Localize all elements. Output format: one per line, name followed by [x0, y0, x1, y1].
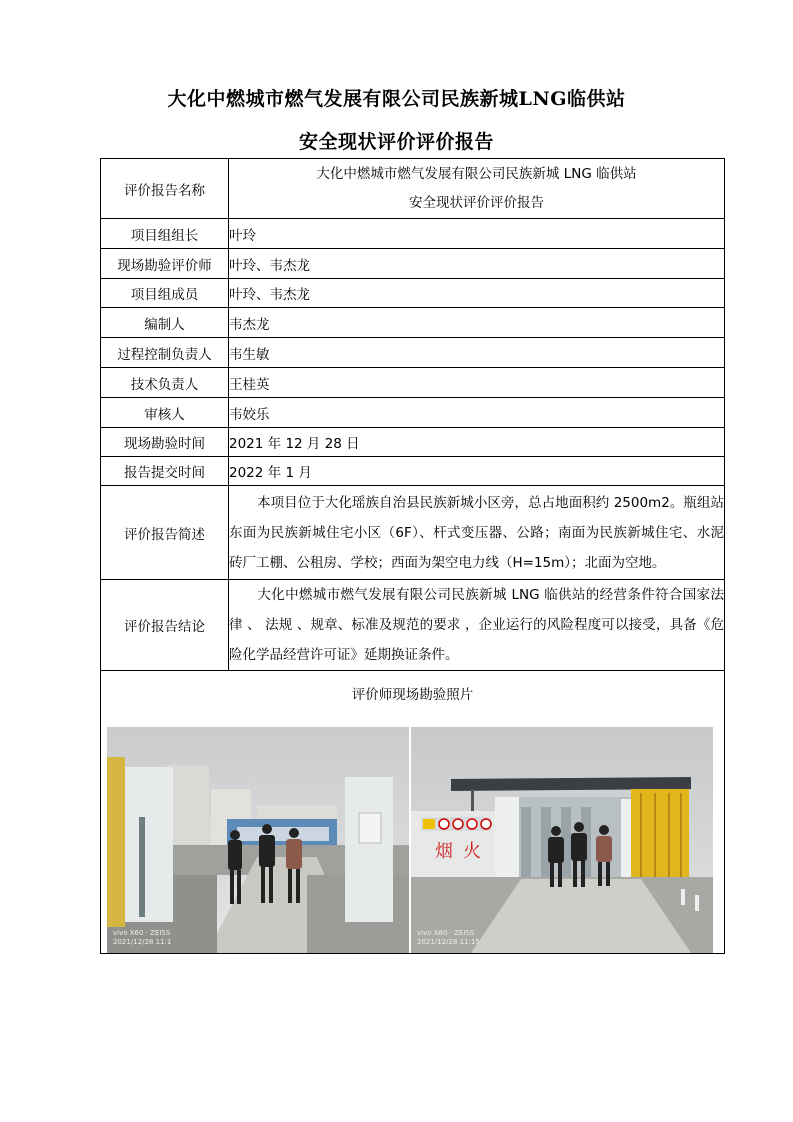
- summary-text: 本项目位于大化瑶族自治县民族新城小区旁，总占地面积约 2500m2。瓶组站东面为民族新城住宅小区（6F）、杆式变压器、公路；南面为民族新城住宅、水泥砖厂工棚、公租房、学校；西面为架空电力线（H=15m）；北面为空地。: [229, 494, 724, 571]
- table-row: [101, 279, 725, 308]
- report-table: [100, 158, 725, 954]
- summary-value: [229, 486, 725, 580]
- table-row: [101, 159, 725, 219]
- row-value: 2021 年 12 月 28 日: [229, 428, 725, 457]
- table-row: [101, 308, 725, 338]
- document-title-line1: 大化中燃城市燃气发展有限公司民族新城LNG临供站: [167, 88, 626, 110]
- photo-1-stamp: [113, 929, 171, 947]
- row-value: 王桂英: [229, 368, 725, 398]
- row-label: 评价报告名称: [101, 159, 229, 219]
- photo-2-date: 2021/12/28 11:15: [417, 938, 480, 946]
- photo-2-stamp: [417, 929, 480, 947]
- row-value: 韦生敏: [229, 338, 725, 368]
- site-photo-2-image: [411, 727, 713, 953]
- row-value: 叶玲: [229, 219, 725, 249]
- table-row: [101, 580, 725, 671]
- row-label: 现场勘验时间: [101, 428, 229, 457]
- conclusion-value: [229, 580, 725, 671]
- photos-title: 评价师现场勘验照片: [351, 687, 474, 703]
- row-label: 审核人: [101, 398, 229, 428]
- table-row: [101, 338, 725, 368]
- row-value: 叶玲、韦杰龙: [229, 279, 725, 308]
- sign-word-1: 烟: [435, 841, 453, 862]
- site-photo-1: [107, 727, 409, 953]
- sign-word-2: 火: [463, 841, 481, 862]
- report-name-line1: 大化中燃城市燃气发展有限公司民族新城 LNG 临供站: [316, 165, 637, 182]
- photo-2-camera: vivo X60 · ZEISS: [417, 929, 475, 937]
- table-row: [101, 219, 725, 249]
- row-label: 现场勘验评价师: [101, 249, 229, 279]
- row-value: 叶玲、韦杰龙: [229, 249, 725, 279]
- row-label: 技术负责人: [101, 368, 229, 398]
- table-row: [101, 398, 725, 428]
- report-name-line2: 安全现状评价评价报告: [409, 194, 544, 211]
- table-row: [101, 671, 725, 954]
- row-value: 韦姣乐: [229, 398, 725, 428]
- report-name-value: [229, 159, 725, 219]
- document-title-line2: 安全现状评价评价报告: [298, 131, 494, 153]
- table-row: [101, 457, 725, 486]
- photos-cell: [101, 671, 725, 954]
- site-photo-1-image: [107, 727, 409, 953]
- row-value: 2022 年 1 月: [229, 457, 725, 486]
- table-row: [101, 249, 725, 279]
- table-row: [101, 486, 725, 580]
- row-label: 评价报告结论: [101, 580, 229, 671]
- table-row: [101, 428, 725, 457]
- conclusion-text: 大化中燃城市燃气发展有限公司民族新城 LNG 临供站的经营条件符合国家法律 、 法规 、规章、标准及规范的要求 ，企业运行的风险程度可以接受，具备《危险化学品经营许可证》延期换证条件。: [229, 587, 724, 663]
- table-row: [101, 368, 725, 398]
- row-label: 项目组成员: [101, 279, 229, 308]
- photo-1-date: 2021/12/28 11:1: [113, 938, 172, 946]
- row-label: 报告提交时间: [101, 457, 229, 486]
- row-label: 评价报告简述: [101, 486, 229, 580]
- row-label: 项目组组长: [101, 219, 229, 249]
- row-label: 过程控制负责人: [101, 338, 229, 368]
- row-label: 编制人: [101, 308, 229, 338]
- site-photo-2: [411, 727, 713, 953]
- photo-1-camera: vivo X60 · ZEISS: [113, 929, 171, 937]
- row-value: 韦杰龙: [229, 308, 725, 338]
